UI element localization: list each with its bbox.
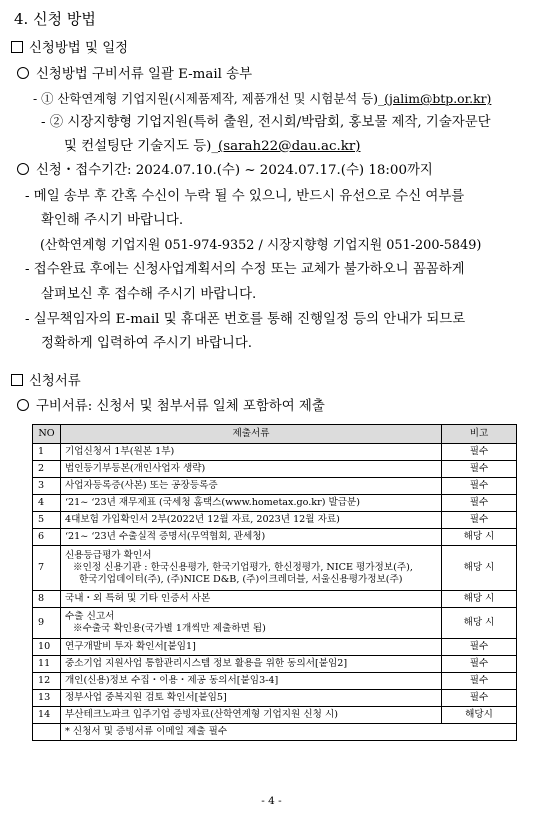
table-row — [33, 478, 517, 495]
circle-bullet-icon — [17, 67, 29, 79]
note3-line1: - 실무책임자의 E-mail 및 휴대폰 번호를 통해 진행일정 등의 안내가 되므로 — [25, 312, 466, 327]
row-document: 중소기업 지원사업 통합관리시스템 정보 활용을 위한 동의서[붙임2] — [61, 656, 442, 673]
row-document: 부산테크노파크 입주기업 증빙자료(산학연계형 기업지원 신청 시) — [61, 707, 442, 724]
row-document: ‘21~ ‘23년 재무제표 (국세청 홈택스(www.hometax.go.kr) 발급분) — [61, 495, 442, 512]
table-footnote: * 신청서 및 증빙서류 이메일 제출 필수 — [61, 724, 517, 741]
row-remark: 필수 — [442, 495, 517, 512]
note2-line2: 살펴보신 후 접수해 주시기 바랍니다. — [41, 287, 257, 302]
docs-heading-text: 신청서류 — [29, 374, 81, 389]
table-row — [33, 529, 517, 546]
circle-bullet-icon — [17, 163, 29, 175]
row-document-note: ※수출국 확인용(국가별 1개씩만 제출하면 됨) — [73, 623, 266, 634]
row-document: 4대보험 가입확인서 2부(2022년 12월 자료, 2023년 12월 자료) — [61, 512, 442, 529]
item2-email-link[interactable]: (sarah22@dau.ac.kr) — [218, 139, 361, 154]
table-row — [33, 690, 517, 707]
table-row — [33, 591, 517, 608]
row-remark: 해당 시 — [442, 546, 517, 591]
row-document — [61, 546, 442, 591]
table-row — [33, 495, 517, 512]
period-line — [17, 162, 433, 180]
submit-method-text: 신청방법 구비서류 일괄 E-mail 송부 — [36, 67, 253, 82]
table-row — [33, 546, 517, 591]
page-number: - 4 - — [261, 795, 282, 807]
row-remark: 필수 — [442, 656, 517, 673]
docs-intro-text: 구비서류: 신청서 및 첨부서류 일체 포함하여 제출 — [36, 399, 325, 414]
item1-line — [33, 90, 491, 108]
row-remark: 해당 시 — [442, 608, 517, 639]
item2-line2 — [64, 138, 360, 156]
row-no: 7 — [33, 546, 61, 591]
row-no: 2 — [33, 461, 61, 478]
table-row — [33, 656, 517, 673]
table-row — [33, 707, 517, 724]
row-no: 1 — [33, 444, 61, 461]
table-header-row — [33, 425, 517, 444]
table-row — [33, 512, 517, 529]
table-footnote-row — [33, 724, 517, 741]
row-no: 13 — [33, 690, 61, 707]
row-document-main: 수출 신고서 — [65, 611, 115, 622]
section-title: 4. 신청 방법 — [14, 10, 96, 28]
table-row — [33, 608, 517, 639]
row-no: 3 — [33, 478, 61, 495]
circle-bullet-icon — [17, 399, 29, 411]
row-no: 12 — [33, 673, 61, 690]
row-no: 4 — [33, 495, 61, 512]
table-row — [33, 673, 517, 690]
row-remark: 해당 시 — [442, 529, 517, 546]
row-document-note-cont: 한국기업데이터(주), (주)NICE D&B, (주)이크레더블, 서울신용평가정보(주) — [79, 574, 403, 585]
method-heading — [11, 40, 128, 58]
row-document: 국내・외 특허 및 기타 인증서 사본 — [61, 591, 442, 608]
row-remark: 필수 — [442, 478, 517, 495]
documents-table — [32, 424, 517, 741]
item2-line1: - ② 시장지향형 기업지원(특허 출원, 전시회/박람회, 홍보물 제작, 기술자문단 — [41, 115, 491, 130]
note1-line1: - 메일 송부 후 간혹 수신이 누락 될 수 있으니, 반드시 유선으로 수신 여부를 — [25, 189, 465, 204]
item1-email-link[interactable]: (jalim@btp.or.kr) — [384, 91, 492, 106]
table-row — [33, 444, 517, 461]
row-no: 9 — [33, 608, 61, 639]
row-document — [61, 608, 442, 639]
row-remark: 필수 — [442, 690, 517, 707]
row-document-main: 신용등급평가 확인서 — [65, 550, 152, 561]
row-remark: 필수 — [442, 461, 517, 478]
docs-intro-line — [17, 398, 325, 416]
period-text: 신청・접수기간: 2024.07.10.(수) ~ 2024.07.17.(수) 18:00까지 — [36, 163, 433, 178]
submit-method-line — [17, 66, 252, 84]
note3-line2: 정확하게 입력하여 주시기 바랍니다. — [41, 336, 253, 351]
row-no: 14 — [33, 707, 61, 724]
header-document: 제출서류 — [61, 425, 442, 444]
note1-line2: 확인해 주시기 바랍니다. — [41, 213, 184, 228]
row-no: 6 — [33, 529, 61, 546]
row-document: 정부사업 중복지원 검토 확인서[붙임5] — [61, 690, 442, 707]
row-remark: 필수 — [442, 639, 517, 656]
row-document: 기업신청서 1부(원본 1부) — [61, 444, 442, 461]
item1-text: - ① 산학연계형 기업지원(시제품제작, 제품개선 및 시험분석 등)_ — [33, 91, 385, 106]
item2-text: 및 컨설팅단 기술지도 등)_ — [64, 139, 219, 154]
row-document: ‘21~ ‘23년 수출실적 증명서(무역협회, 관세청) — [61, 529, 442, 546]
note2-line1: - 접수완료 후에는 신청사업계획서의 수정 또는 교체가 불가하오니 꼼꼼하게 — [25, 262, 465, 277]
row-no: 10 — [33, 639, 61, 656]
row-remark: 필수 — [442, 512, 517, 529]
header-no: NO — [33, 425, 61, 444]
row-document: 연구개발비 투자 확인서[붙임1] — [61, 639, 442, 656]
checkbox-square-icon — [11, 41, 23, 53]
header-remark: 비고 — [442, 425, 517, 444]
row-remark: 필수 — [442, 444, 517, 461]
row-no: 11 — [33, 656, 61, 673]
row-document: 법인등기부등본(개인사업자 생략) — [61, 461, 442, 478]
row-no: 5 — [33, 512, 61, 529]
note1-phone: (산학연계형 기업지원 051-974-9352 / 시장지향형 기업지원 051-200-5849) — [40, 238, 482, 253]
row-remark: 필수 — [442, 673, 517, 690]
checkbox-square-icon — [11, 374, 23, 386]
row-document: 사업자등록증(사본) 또는 공장등록증 — [61, 478, 442, 495]
table-row — [33, 461, 517, 478]
row-remark: 해당시 — [442, 707, 517, 724]
row-document-note: ※인정 신용기관 : 한국신용평가, 한국기업평가, 한신정평가, NICE 평가정보(주), — [73, 562, 413, 573]
row-document: 개인(신용)정보 수집・이용・제공 동의서[붙임3-4] — [61, 673, 442, 690]
footnote-empty-cell — [33, 724, 61, 741]
docs-heading — [11, 373, 81, 391]
method-heading-text: 신청방법 및 일정 — [29, 41, 129, 56]
row-no: 8 — [33, 591, 61, 608]
row-remark: 해당 시 — [442, 591, 517, 608]
table-row — [33, 639, 517, 656]
